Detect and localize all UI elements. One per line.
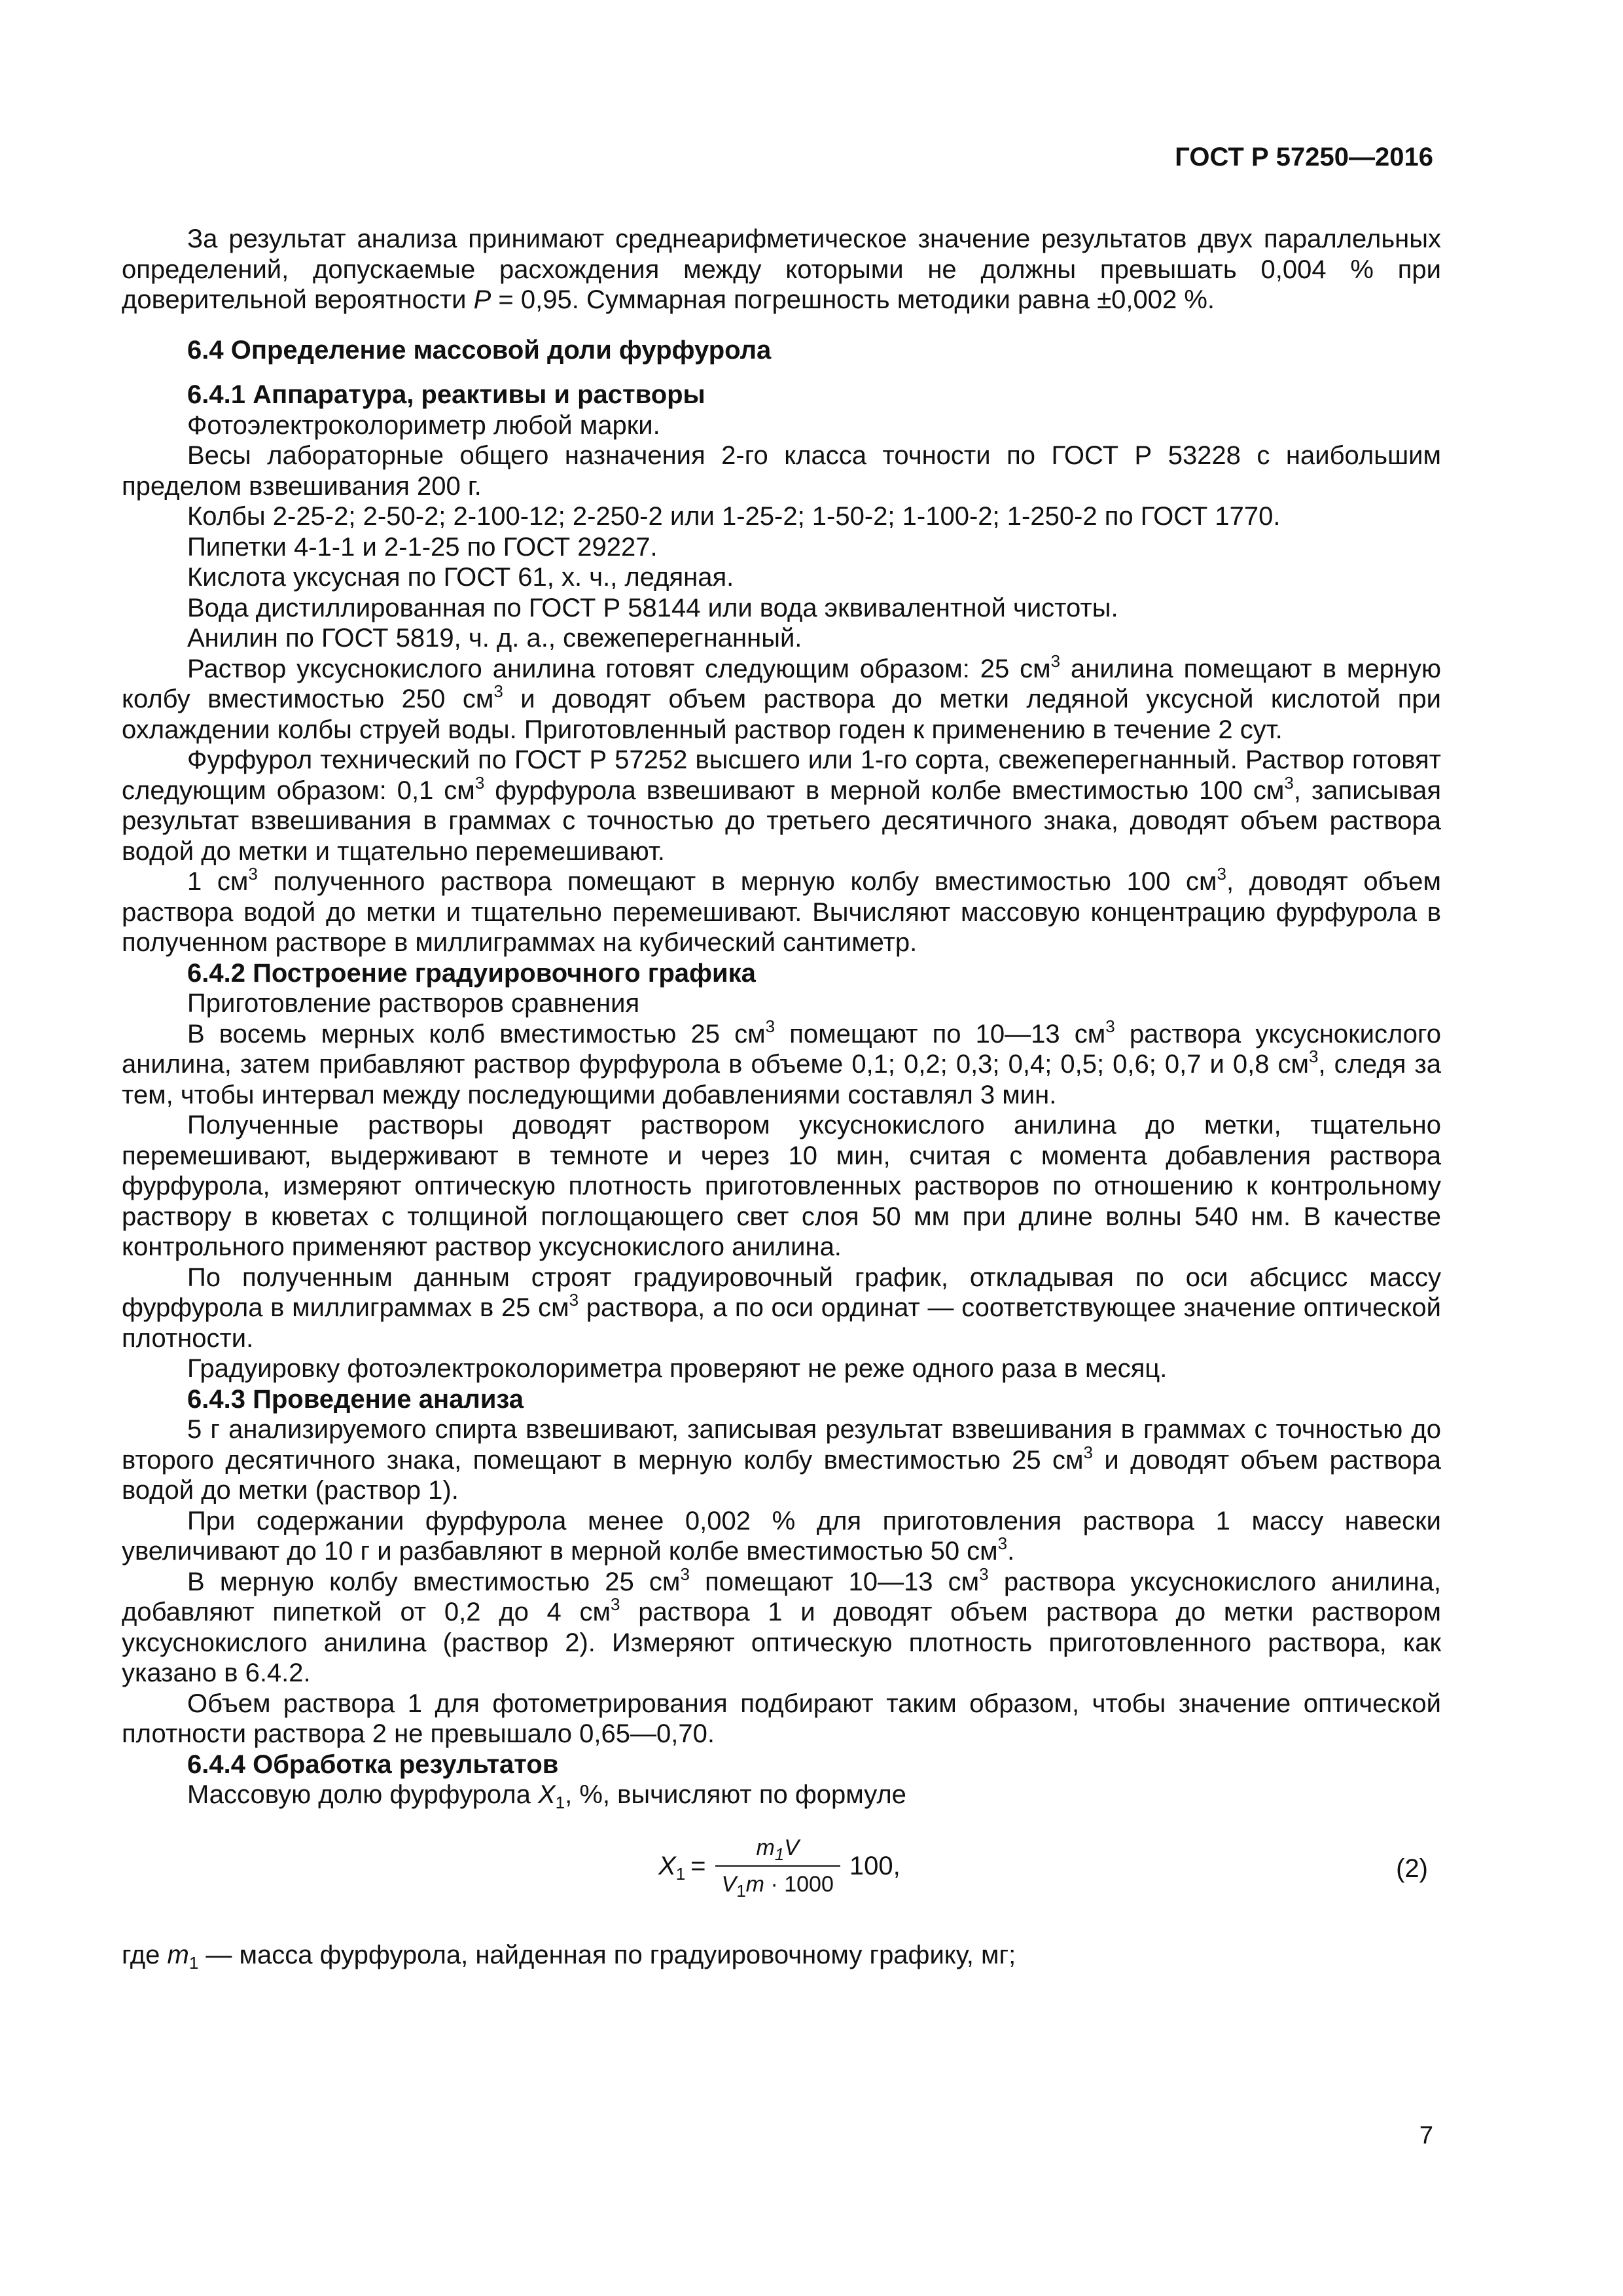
paragraph-aniline-solution: Раствор уксуснокислого анилина готовят следующим образом: 25 $см^3$ анилина помещают в мерную колбу вместимостью 250 $см^3$ и доводят объем раствора до метки ледяной уксусной кислотой при охлаждении колбы струей воды. Приготовленный раствор годен к применению в течение 2 сут. [122,651,1442,744]
paragraph-reference-solutions: Приготовление растворов сравнения [187,989,640,1018]
paragraph-dilution: 1 $см^3$ полученного раствора помещают в мерную колбу вместимостью 100 $см^3$, доводят объем раствора водой до метки и тщательно перемешивают. Вычисляют массовую концентрацию фурфурола в полученном растворе в миллиграммах на кубический сантиметр. [122,864,1441,957]
paragraph-weighing: 5 г анализируемого спирта взвешивают, записывая результат взвешивания в граммах с точностью до второго десятичного знака, помещают в мерную колбу вместимостью 25 $см^3$ и доводят объем раствора водой до метки (раствор 1). [122,1415,1442,1505]
equipment-item: Вода дистиллированная по ГОСТ Р 58144 или вода эквивалентной чистоты. [187,593,1118,622]
paragraph-furfural: Фурфурол технический по ГОСТ Р 57252 высшего или 1-го сорта, свежеперегнанный. Раствор готовят следующим образом: 0,1 $см^3$ фурфурола взвешивают в мерной колбе вместимостью 100 $см^3$, записывая результат взвешивания в граммах с точностью до третьего десятичного знака, доводят объем раствора водой до метки и тщательно перемешивают. [122,745,1441,866]
document-body [122,224,1442,1973]
paragraph-calibration-graph: По полученным данным строят градуировочный график, откладывая по оси абсцисс массу фурфурола в миллиграммах в 25 $см^3$ раствора, а по оси ординат — соответствующее значение оптической плотности. [122,1263,1441,1353]
section-6-4-2-heading: 6.4.2 Построение градуировочного графика [187,958,756,988]
equipment-item: Колбы 2-25-2; 2-50-2; 2-100-12; 2-250-2 или 1-25-2; 1-50-2; 1-100-2; 1-250-2 по ГОСТ 1770. [187,502,1281,531]
paragraph-formula-intro: Массовую долю фурфурола $X_1$, %, вычисляют по формуле [187,1780,906,1812]
formula-2 [658,1833,901,1900]
document-code: ГОСТ Р 57250—2016 [1175,143,1433,171]
equipment-item: Пипетки 4-1-1 и 2-1-25 по ГОСТ 29227. [187,532,658,562]
paragraph-calibration-check: Градуировку фотоэлектроколориметра проверяют не реже одного раза в месяц. [187,1354,1168,1383]
formula-number: (2) [1396,1854,1428,1883]
equipment-item: Фотоэлектроколориметр любой марки. [187,410,660,440]
formula-denominator: $V_1m \cdot 1000$ [715,1865,840,1900]
page-number: 7 [1419,2122,1433,2149]
paragraph-where: где $m_1$ — масса фурфурола, найденная по градуировочному графику, мг; [122,1940,1016,1973]
section-6-4-3-heading: 6.4.3 Проведение анализа [187,1384,524,1414]
paragraph-optical-density: Полученные растворы доводят раствором уксуснокислого анилина до метки, тщательно перемешивают, выдерживают в темноте и через 10 мин, считая с момента добавления раствора фурфурола, измеряют оптическую плотность приготовленных растворов по отношению к контрольному раствору в кюветах с толщиной поглощающего свет слоя 50 мм при длине волны 540 нм. В качестве контрольного применяют раствор уксуснокислого анилина. [122,1111,1441,1261]
formula-fraction [715,1833,840,1900]
formula-equals: = [690,1851,706,1880]
equipment-item: Кислота уксусная по ГОСТ 61, х. ч., ледяная. [187,563,734,592]
paragraph-solution-2: В мерную колбу вместимостью 25 $см^3$ помещают 10—13 $см^3$ раствора уксуснокислого анилина, добавляют пипеткой от 0,2 до 4 $см^3$ раствора 1 и доводят объем раствора до метки раствором уксуснокислого анилина (раствор 2). Измеряют оптическую плотность приготовленного раствора, как указано в 6.4.2. [122,1564,1442,1687]
section-6-4-4-heading: 6.4.4 Обработка результатов [187,1749,559,1779]
paragraph-low-content: При содержании фурфурола менее 0,002 % для приготовления раствора 1 массу навески увеличивают до 10 г и разбавляют в мерной колбе вместимостью 50 $см^3$. [122,1506,1441,1566]
formula-lhs: $X_1$ [658,1851,686,1884]
paragraph-photometry-volume: Объем раствора 1 для фотометрирования подбирают таким образом, чтобы значение оптической плотности раствора 2 не превышало 0,65—0,70. [122,1689,1441,1748]
paragraph-result-acceptance: За результат анализа принимают среднеарифметическое значение результатов двух параллельных определений, допускаемые расхождения между которыми не должны превышать 0,004 % при доверительной вероятности P = 0,95. Суммарная погрешность методики равна ±0,002 %. [122,224,1441,314]
section-6-4-heading: 6.4 Определение массовой доли фурфурола [187,335,772,365]
formula-numerator: $m_1V$ [756,1835,799,1864]
formula-block [122,1820,1441,1918]
formula-factor: 100, [849,1851,901,1880]
equipment-item: Анилин по ГОСТ 5819, ч. д. а., свежеперегнанный. [187,624,802,653]
paragraph-eight-flasks: В восемь мерных колб вместимостью 25 $см^3$ помещают по 10—13 $см^3$ раствора уксуснокислого анилина, затем прибавляют раствор фурфурола в объеме 0,1; 0,2; 0,3; 0,4; 0,5; 0,6; 0,7 и 0,8 $см^3$, следя за тем, чтобы интервал между последующими добавлениями составлял 3 мин. [122,1016,1442,1109]
section-6-4-1-heading: 6.4.1 Аппаратура, реактивы и растворы [187,380,705,409]
equipment-item: Весы лабораторные общего назначения 2-го класса точности по ГОСТ Р 53228 с наибольшим пределом взвешивания 200 г. [122,441,1441,501]
